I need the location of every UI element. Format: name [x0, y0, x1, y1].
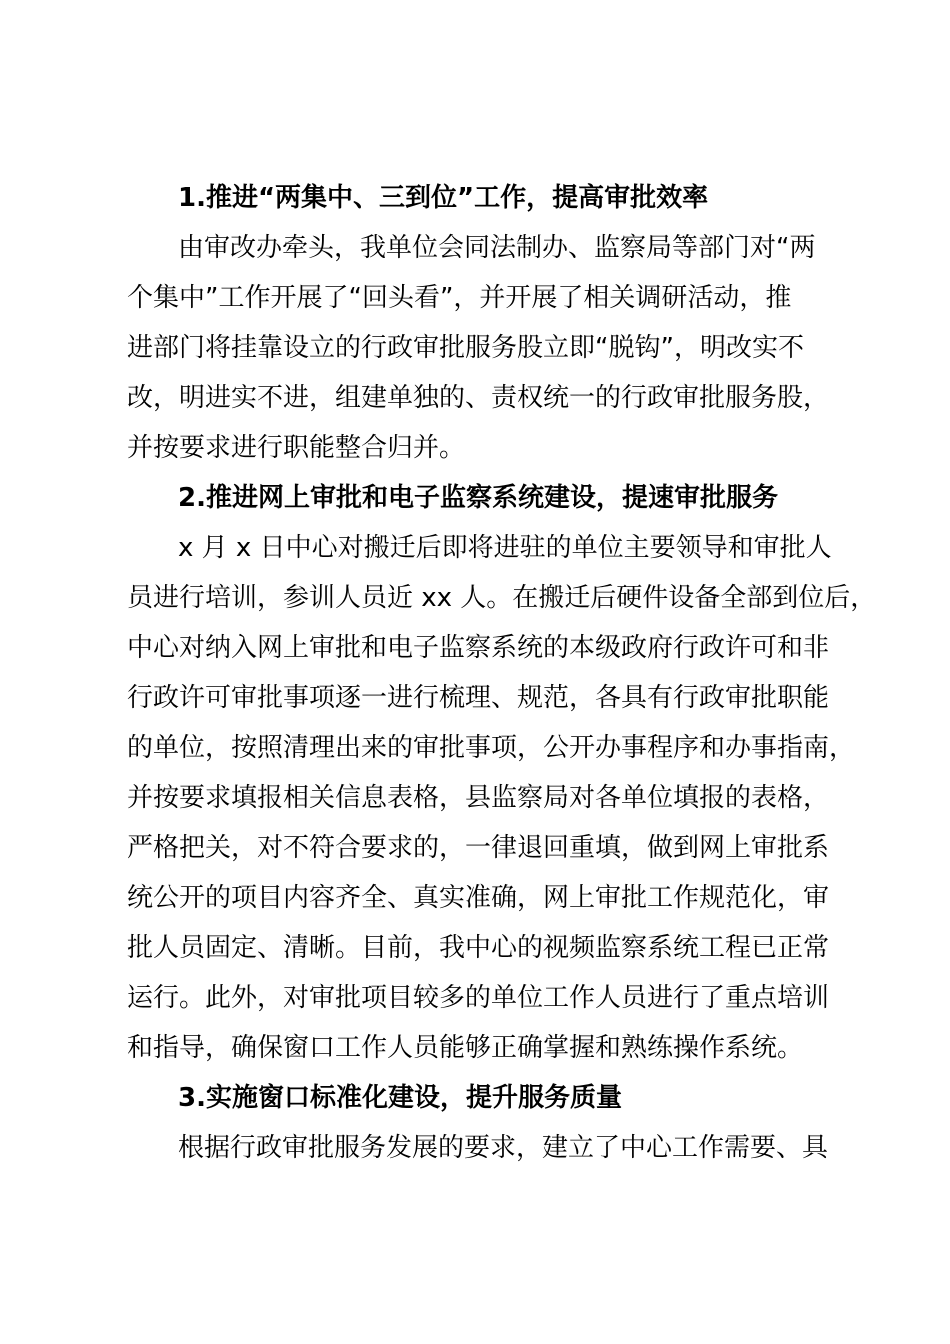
paragraph-2-line-7: 严格把关，对不符合要求的，一律退回重填，做到网上审批系 — [127, 833, 830, 863]
paragraph-2-line-11: 和指导，确保窗口工作人员能够正确掌握和熟练操作系统。 — [127, 1033, 804, 1063]
paragraph-1-line-3: 进部门将挂靠设立的行政审批服务股立即“脱钩”，明改实不 — [127, 333, 804, 363]
section-heading-2: 2.推进网上审批和电子监察系统建设，提速审批服务 — [178, 483, 778, 513]
paragraph-1-line-2: 个集中”工作开展了“回头看”，并开展了相关调研活动，推 — [127, 283, 792, 313]
paragraph-1-line-1: 由审改办牵头，我单位会同法制办、监察局等部门对“两 — [178, 233, 816, 263]
paragraph-2-line-1: x 月 x 日中心对搬迁后即将进驻的单位主要领导和审批人 — [178, 533, 832, 563]
paragraph-1-line-4: 改，明进实不进，组建单独的、责权统一的行政审批服务股， — [127, 383, 830, 413]
paragraph-2-line-9: 批人员固定、清晰。目前，我中心的视频监察系统工程已正常 — [127, 933, 830, 963]
paragraph-2-line-3: 中心对纳入网上审批和电子监察系统的本级政府行政许可和非 — [127, 633, 830, 663]
paragraph-2-line-5: 的单位，按照清理出来的审批事项，公开办事程序和办事指南， — [127, 733, 856, 763]
section-heading-1: 1.推进“两集中、三到位”工作，提高审批效率 — [178, 183, 709, 213]
paragraph-2-line-4: 行政许可审批事项逐一进行梳理、规范，各具有行政审批职能 — [127, 683, 830, 713]
paragraph-2-line-2: 员进行培训，参训人员近 xx 人。在搬迁后硬件设备全部到位后， — [127, 583, 877, 613]
paragraph-2-line-8: 统公开的项目内容齐全、真实准确，网上审批工作规范化，审 — [127, 883, 830, 913]
paragraph-1-line-5: 并按要求进行职能整合归并。 — [127, 433, 466, 463]
section-heading-3: 3.实施窗口标准化建设，提升服务质量 — [178, 1083, 622, 1113]
paragraph-2-line-10: 运行。此外，对审批项目较多的单位工作人员进行了重点培训 — [127, 983, 830, 1013]
paragraph-2-line-6: 并按要求填报相关信息表格，县监察局对各单位填报的表格， — [127, 783, 830, 813]
paragraph-3-line-1: 根据行政审批服务发展的要求，建立了中心工作需要、具 — [178, 1133, 829, 1163]
